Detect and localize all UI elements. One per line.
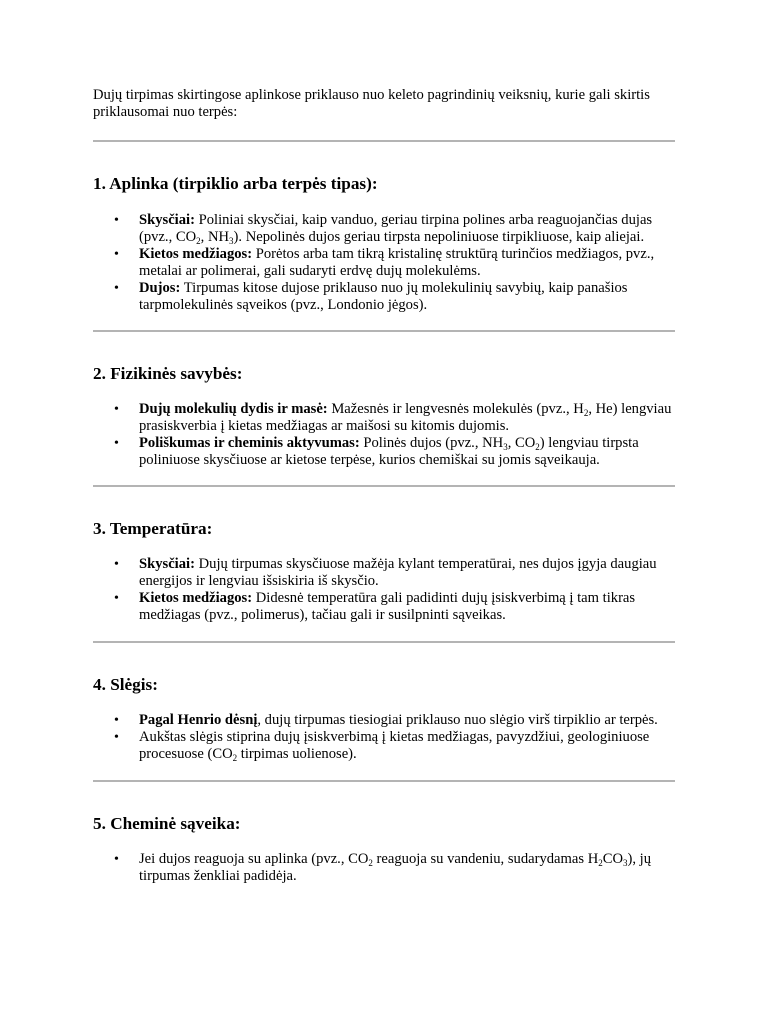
- list-item: [93, 556, 675, 590]
- bullet-glyph: •: [114, 213, 119, 228]
- bullet-list-chemine-saveika: [93, 851, 675, 885]
- list-item: [93, 401, 675, 435]
- subscript: 2: [368, 858, 373, 868]
- item-text: Jei dujos reaguoja su aplinka (pvz., CO: [139, 851, 369, 867]
- item-text: Poliniai skysčiai, kaip vanduo, geriau tirpina polines arba reaguojančias dujas (pvz., CO: [139, 212, 653, 245]
- bullet-glyph: •: [114, 557, 119, 572]
- item-text: Didesnė temperatūra gali padidinti dujų įsiskverbimą į tam tikras medžiagas (pvz., polimerus), tačiau gali ir susilpninti sąveikas.: [139, 590, 636, 623]
- section-divider: [93, 485, 675, 487]
- subscript: 2: [232, 753, 238, 763]
- item-text: Dujų tirpumas skysčiuose mažėja kylant temperatūrai, nes dujos įgyja daugiau energijos ir lengviau išsiskiria iš skysčio.: [139, 556, 657, 589]
- section-divider: [93, 140, 675, 142]
- item-text: ). Nepolinės dujos geriau tirpsta nepoliniuose tirpikliuose, kaip aliejai.: [233, 229, 645, 245]
- bullet-glyph: •: [114, 730, 119, 745]
- item-term: Kietos medžiagos:: [139, 590, 253, 606]
- section-heading-temperatura: 3. Temperatūra:: [93, 519, 213, 538]
- bullet-glyph: •: [114, 247, 119, 262]
- item-text: tirpimas uolienose).: [237, 746, 357, 762]
- list-item: [93, 246, 675, 280]
- item-text: Tirpumas kitose dujose priklauso nuo jų molekulinių savybių, kaip panašios tarpmolekulinės sąveikos (pvz., Londonio jėgos).: [139, 280, 628, 313]
- bullet-glyph: •: [114, 852, 119, 867]
- bullet-list-aplinka: [93, 212, 675, 314]
- item-text: Aukštas slėgis stiprina dujų įsiskverbimą į kietas medžiagas, pavyzdžiui, geologiniuose procesuose (CO: [139, 729, 650, 762]
- subscript: 2: [598, 858, 603, 868]
- bullet-glyph: •: [114, 281, 119, 296]
- intro-paragraph: Dujų tirpimas skirtingose aplinkose priklauso nuo keleto pagrindinių veiksnių, kurie gali skirtis priklausomai nuo terpės:: [93, 87, 650, 120]
- bullet-glyph: •: [114, 591, 119, 606]
- section-heading-chemine-saveika: 5. Cheminė sąveika:: [93, 814, 241, 833]
- item-term: Dujos:: [139, 280, 181, 296]
- item-term: Pagal Henrio dėsnį: [139, 712, 258, 728]
- bullet-list-temperatura: [93, 556, 675, 624]
- section-divider: [93, 780, 675, 782]
- subscript: 2: [583, 408, 589, 418]
- subscript: 3: [623, 858, 628, 868]
- section-divider: [93, 641, 675, 643]
- list-item: [93, 590, 675, 624]
- item-term: Kietos medžiagos:: [139, 246, 253, 262]
- item-text: , CO: [507, 435, 536, 451]
- list-item: [93, 729, 675, 763]
- section-heading-aplinka: 1. Aplinka (tirpiklio arba terpės tipas):: [93, 174, 378, 193]
- list-item: [93, 851, 675, 885]
- item-term: Dujų molekulių dydis ir masė:: [139, 401, 328, 417]
- subscript: 3: [503, 442, 508, 452]
- bullet-list-fizikines-savybes: [93, 401, 675, 469]
- list-item: [93, 435, 675, 469]
- item-text: Porėtos arba tam tikrą kristalinę struktūrą turinčios medžiagos, pvz., metalai ar polimerai, gali sudaryti erdvę dujų molekulėms.: [139, 246, 655, 279]
- bullet-list-slegis: [93, 712, 675, 763]
- subscript: 2: [196, 236, 201, 246]
- item-term: Poliškumas ir cheminis aktyvumas:: [139, 435, 360, 451]
- subscript: 3: [229, 236, 234, 246]
- item-text: , NH: [200, 229, 230, 245]
- section-divider: [93, 330, 675, 332]
- item-text: Mažesnės ir lengvesnės molekulės (pvz., H: [327, 401, 584, 417]
- item-text: , dujų tirpumas tiesiogiai priklauso nuo slėgio virš tirpiklio ar terpės.: [257, 712, 658, 728]
- list-item: [93, 280, 675, 314]
- item-text: reaguoja su vandeniu, sudarydamas H: [372, 851, 599, 867]
- item-text: Polinės dujos (pvz., NH: [359, 435, 504, 451]
- subscript: 2: [535, 442, 540, 452]
- list-item: [93, 212, 675, 246]
- document-page: [93, 87, 675, 885]
- item-text: ) lengviau tirpsta poliniuose skysčiuose ar kietose terpėse, kurios chemiškai su jomis sąveikauja.: [139, 435, 639, 468]
- item-term: Skysčiai:: [139, 556, 195, 572]
- list-item: [93, 712, 675, 729]
- section-heading-fizikines-savybes: 2. Fizikinės savybės:: [93, 364, 243, 383]
- bullet-glyph: •: [114, 436, 119, 451]
- item-text: ), jų tirpumas ženkliai padidėja.: [139, 851, 652, 884]
- item-text: , He) lengviau prasiskverbia į kietas medžiagas ar maišosi su kitomis dujomis.: [139, 401, 672, 434]
- section-heading-slegis: 4. Slėgis:: [93, 675, 158, 694]
- item-text: CO: [602, 851, 624, 867]
- bullet-glyph: •: [114, 713, 119, 728]
- bullet-glyph: •: [114, 402, 119, 417]
- item-term: Skysčiai:: [139, 212, 195, 228]
